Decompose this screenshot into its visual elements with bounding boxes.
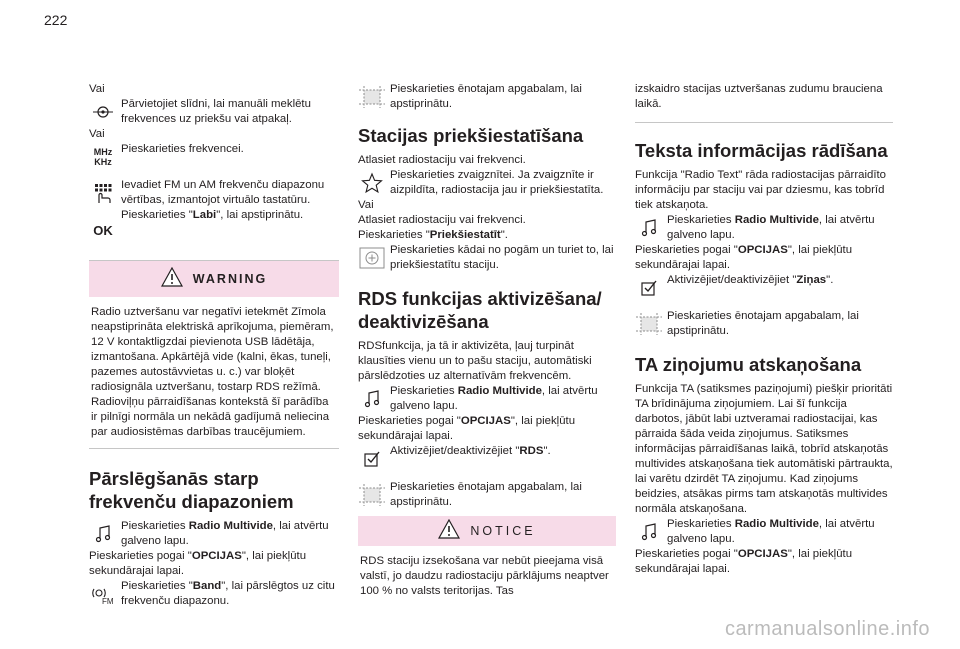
- multivide-row: [635, 213, 893, 243]
- or-text: Vai: [358, 199, 374, 211]
- multivide-row: [358, 384, 616, 414]
- keyboard-text: Ievadiet FM un AM frekvenču diapazonu vērtības, izmantojot virtuālo tastatūru.: [121, 179, 325, 206]
- column-1: [89, 82, 339, 609]
- slider-row: [89, 97, 339, 127]
- warning-title: WARNING: [192, 271, 268, 286]
- music-note-icon: [358, 384, 386, 414]
- column-3: [635, 82, 893, 577]
- star-row: [358, 168, 616, 198]
- ta-title: TA ziņojumu atskaņošana: [635, 354, 862, 375]
- preset-text: Pieskarieties "Priekšiestatīt".: [358, 229, 508, 241]
- column-2: [358, 82, 616, 603]
- music-note-icon: [635, 517, 663, 547]
- options-text: Pieskarieties pogai "OPCIJAS", lai piekļūtu sekundārajai lapai.: [635, 244, 853, 271]
- text-info-title: Teksta informācijas rādīšana: [635, 140, 888, 161]
- fm-radio-icon: [89, 579, 117, 609]
- checkbox-icon: [358, 444, 386, 474]
- ok-row: [89, 208, 339, 238]
- checkbox-icon: [635, 273, 663, 303]
- multivide-text-2: Pieskarieties Radio Multivide, lai atvērtu galveno lapu.: [667, 518, 875, 545]
- band-row: [89, 579, 339, 609]
- shaded-text: Pieskarieties ēnotajam apgabalam, lai apstiprinātu.: [390, 83, 582, 110]
- page-number: 222: [44, 12, 68, 28]
- multivide-row-2: [635, 517, 893, 547]
- band-text: Pieskarieties "Band", lai pārslēgtos uz citu frekvenču diapazonu.: [121, 580, 335, 607]
- svg-text:FM: FM: [102, 597, 114, 605]
- rds-toggle-row: [358, 444, 616, 474]
- multivide-text: Pieskarieties Radio Multivide, lai atvērtu galveno lapu.: [121, 520, 329, 547]
- warning-box: [89, 260, 339, 449]
- shaded-row-2: [358, 480, 616, 510]
- notice-continued: izskaidro stacijas uztveršanas zudumu brauciena laikā.: [635, 82, 893, 123]
- notice-text: RDS staciju izsekošana var nebūt pieejama visā valstī, jo daudzu radiostaciju pārklājums neaptver 100 % no valsts teritorijas. Tas: [360, 555, 609, 597]
- multivide-text: Pieskarieties Radio Multivide, lai atvērtu galveno lapu.: [390, 385, 598, 412]
- press-button-row: [358, 243, 616, 273]
- star-icon: [358, 168, 386, 198]
- warning-header: [89, 261, 339, 297]
- multivide-row: [89, 519, 339, 549]
- or-text: Vai: [89, 83, 105, 95]
- text-info-body: Funkcija "Radio Text" rāda radiostacijas pārraidīto informāciju par staciju vai par dziesmu, kas tobrīd tiek atskaņota.: [635, 169, 886, 211]
- ta-body: Funkcija TA (satiksmes paziņojumi) piešķir prioritāti TA brīdinājuma ziņojumiem. Lai šī funkcija darbotos, jābūt labi uztveramai radiostacijai, kas pārraida šāda veida ziņojumus. Satiksmes informācijas pārraidīšanas laikā, tobrīd atskaņotās multivides atskaņošana tiek automātiski pārtraukta, lai varētu dzirdēt TA ziņojumu. Kad ziņojums beidzies, atsākas pirms tam atskaņotās multivides normāla atskaņošana.: [635, 383, 893, 515]
- notice-icon: [438, 519, 460, 543]
- slider-text: Pārvietojiet slīdni, lai manuāli meklētu frekvences uz priekšu vai atpakaļ.: [121, 98, 311, 125]
- music-note-icon: [89, 519, 117, 549]
- music-note-icon: [635, 213, 663, 243]
- shaded-row: [358, 82, 616, 112]
- news-toggle-row: [635, 273, 893, 303]
- warning-text: Radio uztveršanu var negatīvi ietekmēt Zīmola neapstiprināta elektriskā aprīkojuma, piemēram, 12 V kontaktligzdai pievienota USB lādētāja, izmantošana. Apkārtējā vide (kalni, ēkas, tuneļi, pazemes autostāvvietas u. c.) var bloķēt radiosignāla uztveršanu, tostarp RDS režīmā. Radioviļņu pārraidīšanas kontekstā šī parādība ir pilnīgi normāla un nekādā gadījumā neliecina par audiosistēmas darbības traucējumiem.: [91, 306, 334, 438]
- rds-toggle-text: Aktivizējiet/deaktivizējiet "RDS".: [390, 445, 551, 457]
- shaded-row: [635, 309, 893, 339]
- ok-text: Pieskarieties "Labi", lai apstiprinātu.: [121, 209, 304, 221]
- slider-icon: [89, 97, 117, 127]
- notice-header: [358, 516, 616, 546]
- warning-icon: [161, 267, 183, 291]
- shaded-area-icon: [358, 82, 386, 112]
- band-section-title: Pārslēgšanās starp frekvenču diapazoniem: [89, 468, 294, 512]
- rds-title: RDS funkcijas aktivizēšana/ deaktivizēšana: [358, 288, 602, 332]
- select-station-text-2: Atlasiet radiostaciju vai frekvenci.: [358, 214, 526, 226]
- rds-text: RDSfunkcija, ja tā ir aktivizēta, ļauj turpināt klausīties vienu un to pašu staciju, automātiski pārslēdzoties uz alternatīvām frekvencēm.: [358, 340, 592, 382]
- notice-title: NOTICE: [470, 523, 536, 538]
- keyboard-icon: [89, 178, 117, 208]
- press-button-text: Pieskarieties kādai no pogām un turiet to, lai priekšiestatītu staciju.: [390, 244, 614, 271]
- ok-icon: OK: [93, 223, 113, 238]
- shaded-area-icon: [358, 480, 386, 510]
- options-text: Pieskarieties pogai "OPCIJAS", lai piekļūtu sekundārajai lapai.: [358, 415, 576, 442]
- star-text: Pieskarieties zvaigznītei. Ja zvaigznīte ir aizpildīta, radiostacija jau ir priekšiestatīta.: [390, 169, 604, 196]
- multivide-text: Pieskarieties Radio Multivide, lai atvērtu galveno lapu.: [667, 214, 875, 241]
- select-station-text: Atlasiet radiostaciju vai frekvenci.: [358, 154, 526, 166]
- news-toggle-text: Aktivizējiet/deaktivizējiet "Ziņas".: [667, 274, 834, 286]
- options-text: Pieskarieties pogai "OPCIJAS", lai piekļūtu sekundārajai lapai.: [89, 550, 307, 577]
- presets-title: Stacijas priekšiestatīšana: [358, 125, 584, 146]
- freq-text: Pieskarieties frekvencei.: [121, 143, 244, 155]
- freq-row: [89, 142, 339, 172]
- shaded-text-2: Pieskarieties ēnotajam apgabalam, lai apstiprinātu.: [390, 481, 582, 508]
- options-text-2: Pieskarieties pogai "OPCIJAS", lai piekļūtu sekundārajai lapai.: [635, 548, 853, 575]
- shaded-area-icon: [635, 309, 663, 339]
- add-preset-icon: [358, 243, 386, 273]
- keyboard-row: [89, 178, 339, 208]
- mhz-icon: MHz KHz: [93, 147, 113, 167]
- or-text-2: Vai: [89, 128, 105, 140]
- shaded-text: Pieskarieties ēnotajam apgabalam, lai apstiprinātu.: [667, 310, 859, 337]
- watermark: carmanualsonline.info: [724, 618, 930, 640]
